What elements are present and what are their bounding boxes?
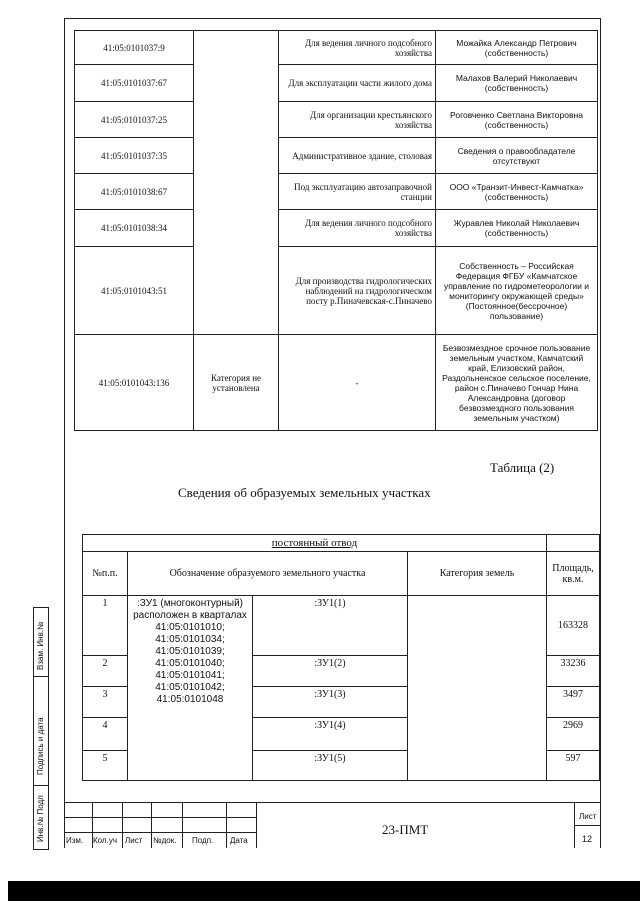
side-label-signature: Подпись и дата (36, 717, 45, 775)
cadastral-number: 41:05:0101037:25 (75, 102, 194, 138)
document-code: 23-ПМТ (382, 822, 429, 837)
stamp-col (64, 802, 65, 848)
stamp-col-label: Дата (230, 836, 248, 845)
owner-cell: Роговченко Светлана Викторовна (собственность) (436, 102, 598, 138)
stamp-col (574, 802, 575, 848)
empty-cell (547, 535, 600, 552)
table-row (75, 174, 598, 210)
plot-area: 597 (547, 751, 600, 781)
frame-right (600, 18, 601, 848)
stamp-col-label: Кол.уч (93, 836, 117, 845)
sheet-label: Лист (579, 812, 597, 821)
owner-cell: Можайка Александр Петрович (собственность) (436, 31, 598, 65)
table-label: Таблица (2) (490, 460, 555, 475)
use-cell: Для производства гидрологических наблюдений на гидрологическом посту р.Пиначевская-с.Пиначево (279, 247, 436, 335)
sheet-number: 12 (582, 834, 593, 844)
use-cell: Для ведения личного подсобного хозяйства (279, 210, 436, 247)
row-num: 3 (83, 687, 128, 718)
cadastral-number: 41:05:0101037:35 (75, 138, 194, 174)
table-row (75, 335, 598, 431)
use-cell: Для организации крестьянского хозяйства (279, 102, 436, 138)
table-row (75, 31, 598, 65)
col-area: Площадь, кв.м. (547, 552, 600, 596)
stamp-col (122, 802, 123, 848)
stamp-col (226, 802, 227, 848)
section-header: постоянный отвод (83, 535, 547, 552)
frame-left (64, 18, 65, 848)
row-num: 4 (83, 718, 128, 751)
new-plots-table (82, 534, 600, 781)
cadastral-number: 41:05:0101043:136 (75, 335, 194, 431)
plot-id: :ЗУ1(3) (253, 687, 408, 718)
table-row (75, 138, 598, 174)
frame-top (64, 18, 601, 19)
cadastral-number: 41:05:0101037:9 (75, 31, 194, 65)
owner-cell: Сведения о правообладателе отсутствуют (436, 138, 598, 174)
plot-id: :ЗУ1(2) (253, 656, 408, 687)
owner-cell: Журавлев Николай Николаевич (собственность) (436, 210, 598, 247)
scan-black-bar (8, 881, 640, 901)
table-row (83, 596, 600, 656)
col-designation: Обозначение образуемого земельного участка (128, 552, 408, 596)
table-row (75, 247, 598, 335)
col-num: №п.п. (83, 552, 128, 596)
use-cell: Под эксплуатацию автозаправочной станции (279, 174, 436, 210)
section-row (83, 535, 600, 552)
cadastral-number: 41:05:0101038:67 (75, 174, 194, 210)
header-row (83, 552, 600, 596)
table-row (75, 65, 598, 102)
row-num: 1 (83, 596, 128, 656)
plot-id: :ЗУ1(4) (253, 718, 408, 751)
stamp-col-label: Подп. (192, 836, 214, 845)
stamp-col-label: №док. (153, 836, 177, 845)
stamp-col-label: Лист (125, 836, 143, 845)
plot-area: 3497 (547, 687, 600, 718)
table-row (75, 102, 598, 138)
stamp-col (151, 802, 152, 848)
land-plots-table (74, 30, 598, 431)
cadastral-number: 41:05:0101037:67 (75, 65, 194, 102)
category-cell (194, 31, 279, 335)
stamp-col-label: Изм. (66, 836, 84, 845)
category-cell: Категория не установлена (194, 335, 279, 431)
owner-cell: ООО «Транзит-Инвест-Камчатка» (собственность) (436, 174, 598, 210)
owner-cell: Собственность – Российская Федерация ФГБУ «Камчатское управление по гидрометеорологии и мониторингу окружающей среды» (Постоянное(бессрочное) пользование) (436, 247, 598, 335)
main-plot-description: :ЗУ1 (многоконтурный) расположен в кварталах 41:05:0101010; 41:05:0101034; 41:05:0101039; 41:05:0101040; 41:05:0101041; 41:05:0101042; 41:05:0101048 (128, 596, 253, 781)
row-num: 2 (83, 656, 128, 687)
side-label-inventory: Инв.№ Подл (36, 795, 45, 842)
use-cell: Для ведения личного подсобного хозяйства (279, 31, 436, 65)
stamp-col (182, 802, 183, 848)
cadastral-number: 41:05:0101043:51 (75, 247, 194, 335)
col-category: Категория земель (408, 552, 547, 596)
plot-area: 163328 (547, 596, 600, 656)
category-cell (408, 596, 547, 781)
cadastral-number: 41:05:0101038:34 (75, 210, 194, 247)
stamp-col (256, 802, 257, 848)
table-title: Сведения об образуемых земельных участках (178, 485, 431, 500)
stamp-line (64, 802, 601, 803)
use-cell: - (279, 335, 436, 431)
plot-area: 33236 (547, 656, 600, 687)
owner-cell: Малахов Валерий Николаевич (собственность) (436, 65, 598, 102)
stamp-line (574, 825, 601, 826)
title-block (64, 802, 601, 848)
plot-area: 2969 (547, 718, 600, 751)
owner-cell: Безвозмездное срочное пользование земельным участком, Камчатский край, Елизовский район, Раздольненское сельское поселение, район с.Пиначево Гончар Нина Александровна (договор безвозмездного пользования земельным участком) (436, 335, 598, 431)
row-num: 5 (83, 751, 128, 781)
table-row (75, 210, 598, 247)
side-label-replace: Взам. Инв.№ (36, 621, 45, 670)
use-cell: Для эксплуатации части жилого дома (279, 65, 436, 102)
use-cell: Административное здание, столовая (279, 138, 436, 174)
plot-id: :ЗУ1(1) (253, 596, 408, 656)
plot-id: :ЗУ1(5) (253, 751, 408, 781)
